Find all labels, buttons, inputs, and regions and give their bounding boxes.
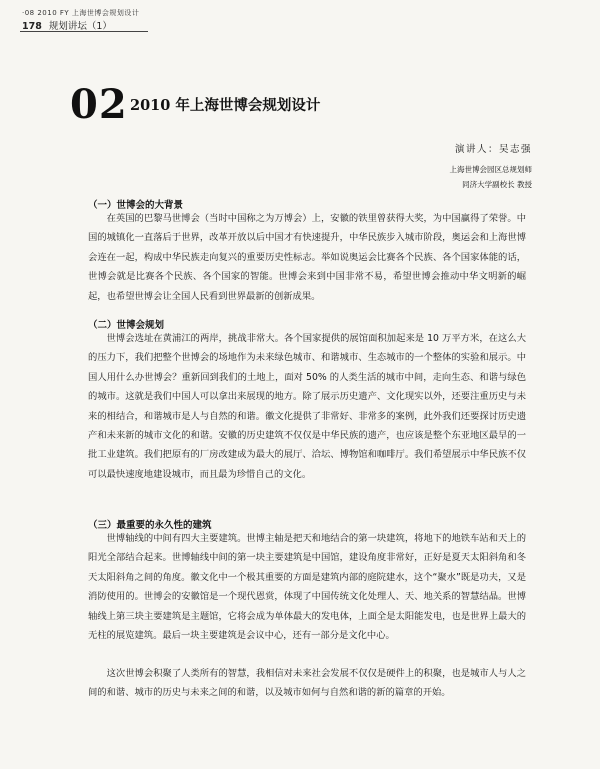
section-heading-1: （一）世博会的大背景	[88, 200, 184, 211]
running-header-title: 规划讲坛（1）	[48, 21, 112, 32]
running-header-small: ·08 2010 FY 上海世博会规划设计	[22, 9, 140, 17]
section-3-paragraph-1: 世博轴线的中间有四大主要建筑。世博主轴是把天和地结合的第一块建筑，将地下的地铁车站和天上的阳光全部结合起来。世博轴线中间的第一块主要建筑是中国馆，建设角度非常好，正好是夏天太阳斜角和冬天太阳斜角之间的角度。徽文化中一个极其重要的方面是建筑内部的庭院建水，这个“聚水”既是功夫，又是消防使用的。世博会的安徽馆是一个现代恩赏，体现了中国传统文化处理人、天、地关系的智慧结晶。世博轴线上第三块主要建筑是主题馆，它将会成为单体最大的发电体，上面全是太阳能发电，也是世界上最大的无柱的展览建筑。最后一块主要建筑是会议中心，还有一部分是文化中心。	[88, 533, 526, 642]
section-1-paragraph: 在英国的巴黎马世博会（当时中国称之为万博会）上，安徽的铁里曾获得大奖，为中国赢得了荣誉。中国的城镇化一直落后于世界，改革开放以后中国才有快速提升，中华民族步入城市阶段，奥运会和上海世博会连在一起，构成中华民族走向复兴的重要历史性标志。举如说奥运会比赛各个民族、各个国家体能的话，世博会就是比赛各个民族、各个国家的智能。世博会来到中国非常不易，希望世博会推动中华文明新的崛起，也希望世博会让全国人民看到世界最新的创新成果。	[88, 213, 526, 302]
section-3-paragraph-2: 这次世博会积聚了人类所有的智慧，我相信对未来社会发展不仅仅是硬件上的积聚，也是城市人与人之间的和谐、城市的历史与未来之间的和谐，以及城市如何与自然和谐的新的篇章的开始。	[88, 668, 526, 699]
chapter-number: 02	[70, 81, 128, 128]
chapter-title: 2010 年上海世博会规划设计	[130, 97, 321, 114]
speaker-affiliation-1: 上海世博会园区总规划师	[449, 165, 532, 174]
speaker-affiliation-2: 同济大学副校长 教授	[462, 180, 532, 189]
page-number: 178	[22, 21, 42, 32]
speaker-line: 演讲人：吴志强	[454, 144, 532, 155]
section-2-paragraph: 世博会选址在黄浦江的两岸，挑战非常大。各个国家提供的展馆面积加起来是 10 万平方米，在这么大的压力下，我们把整个世博会的场地作为未来绿色城市、和谐城市、生态城市的一个整体的实验和展示。中国人用什么办世博会？重新回到我们的土地上，面对 50% 的人类生活的城市中间，走向生态、和谐与绿色的城市。这就是我们中国人可以拿出来展现的地方。除了展示历史遗产、文化现实以外，还要注重历史与未来的相结合，和谐城市是人与自然的和谐。徽文化提供了非常好、非常多的案例，此外我们还要探讨历史遗产和未来新的城市文化的和谐。安徽的历史建筑不仅仅是中华民族的遗产，也应该是整个东亚地区最早的一批工业建筑。我们把原有的厂房改建成为最大的展厅、洽坛、博物馆和咖啡厅。我们希望展示中华民族不仅可以最快速度地建设城市，而且最为珍惜自己的文化。	[88, 333, 526, 480]
running-header	[22, 18, 112, 32]
section-heading-3: （三）最重要的永久性的建筑	[88, 520, 212, 531]
header-rule	[20, 31, 148, 32]
section-heading-2: （二）世博会规划	[88, 320, 165, 331]
